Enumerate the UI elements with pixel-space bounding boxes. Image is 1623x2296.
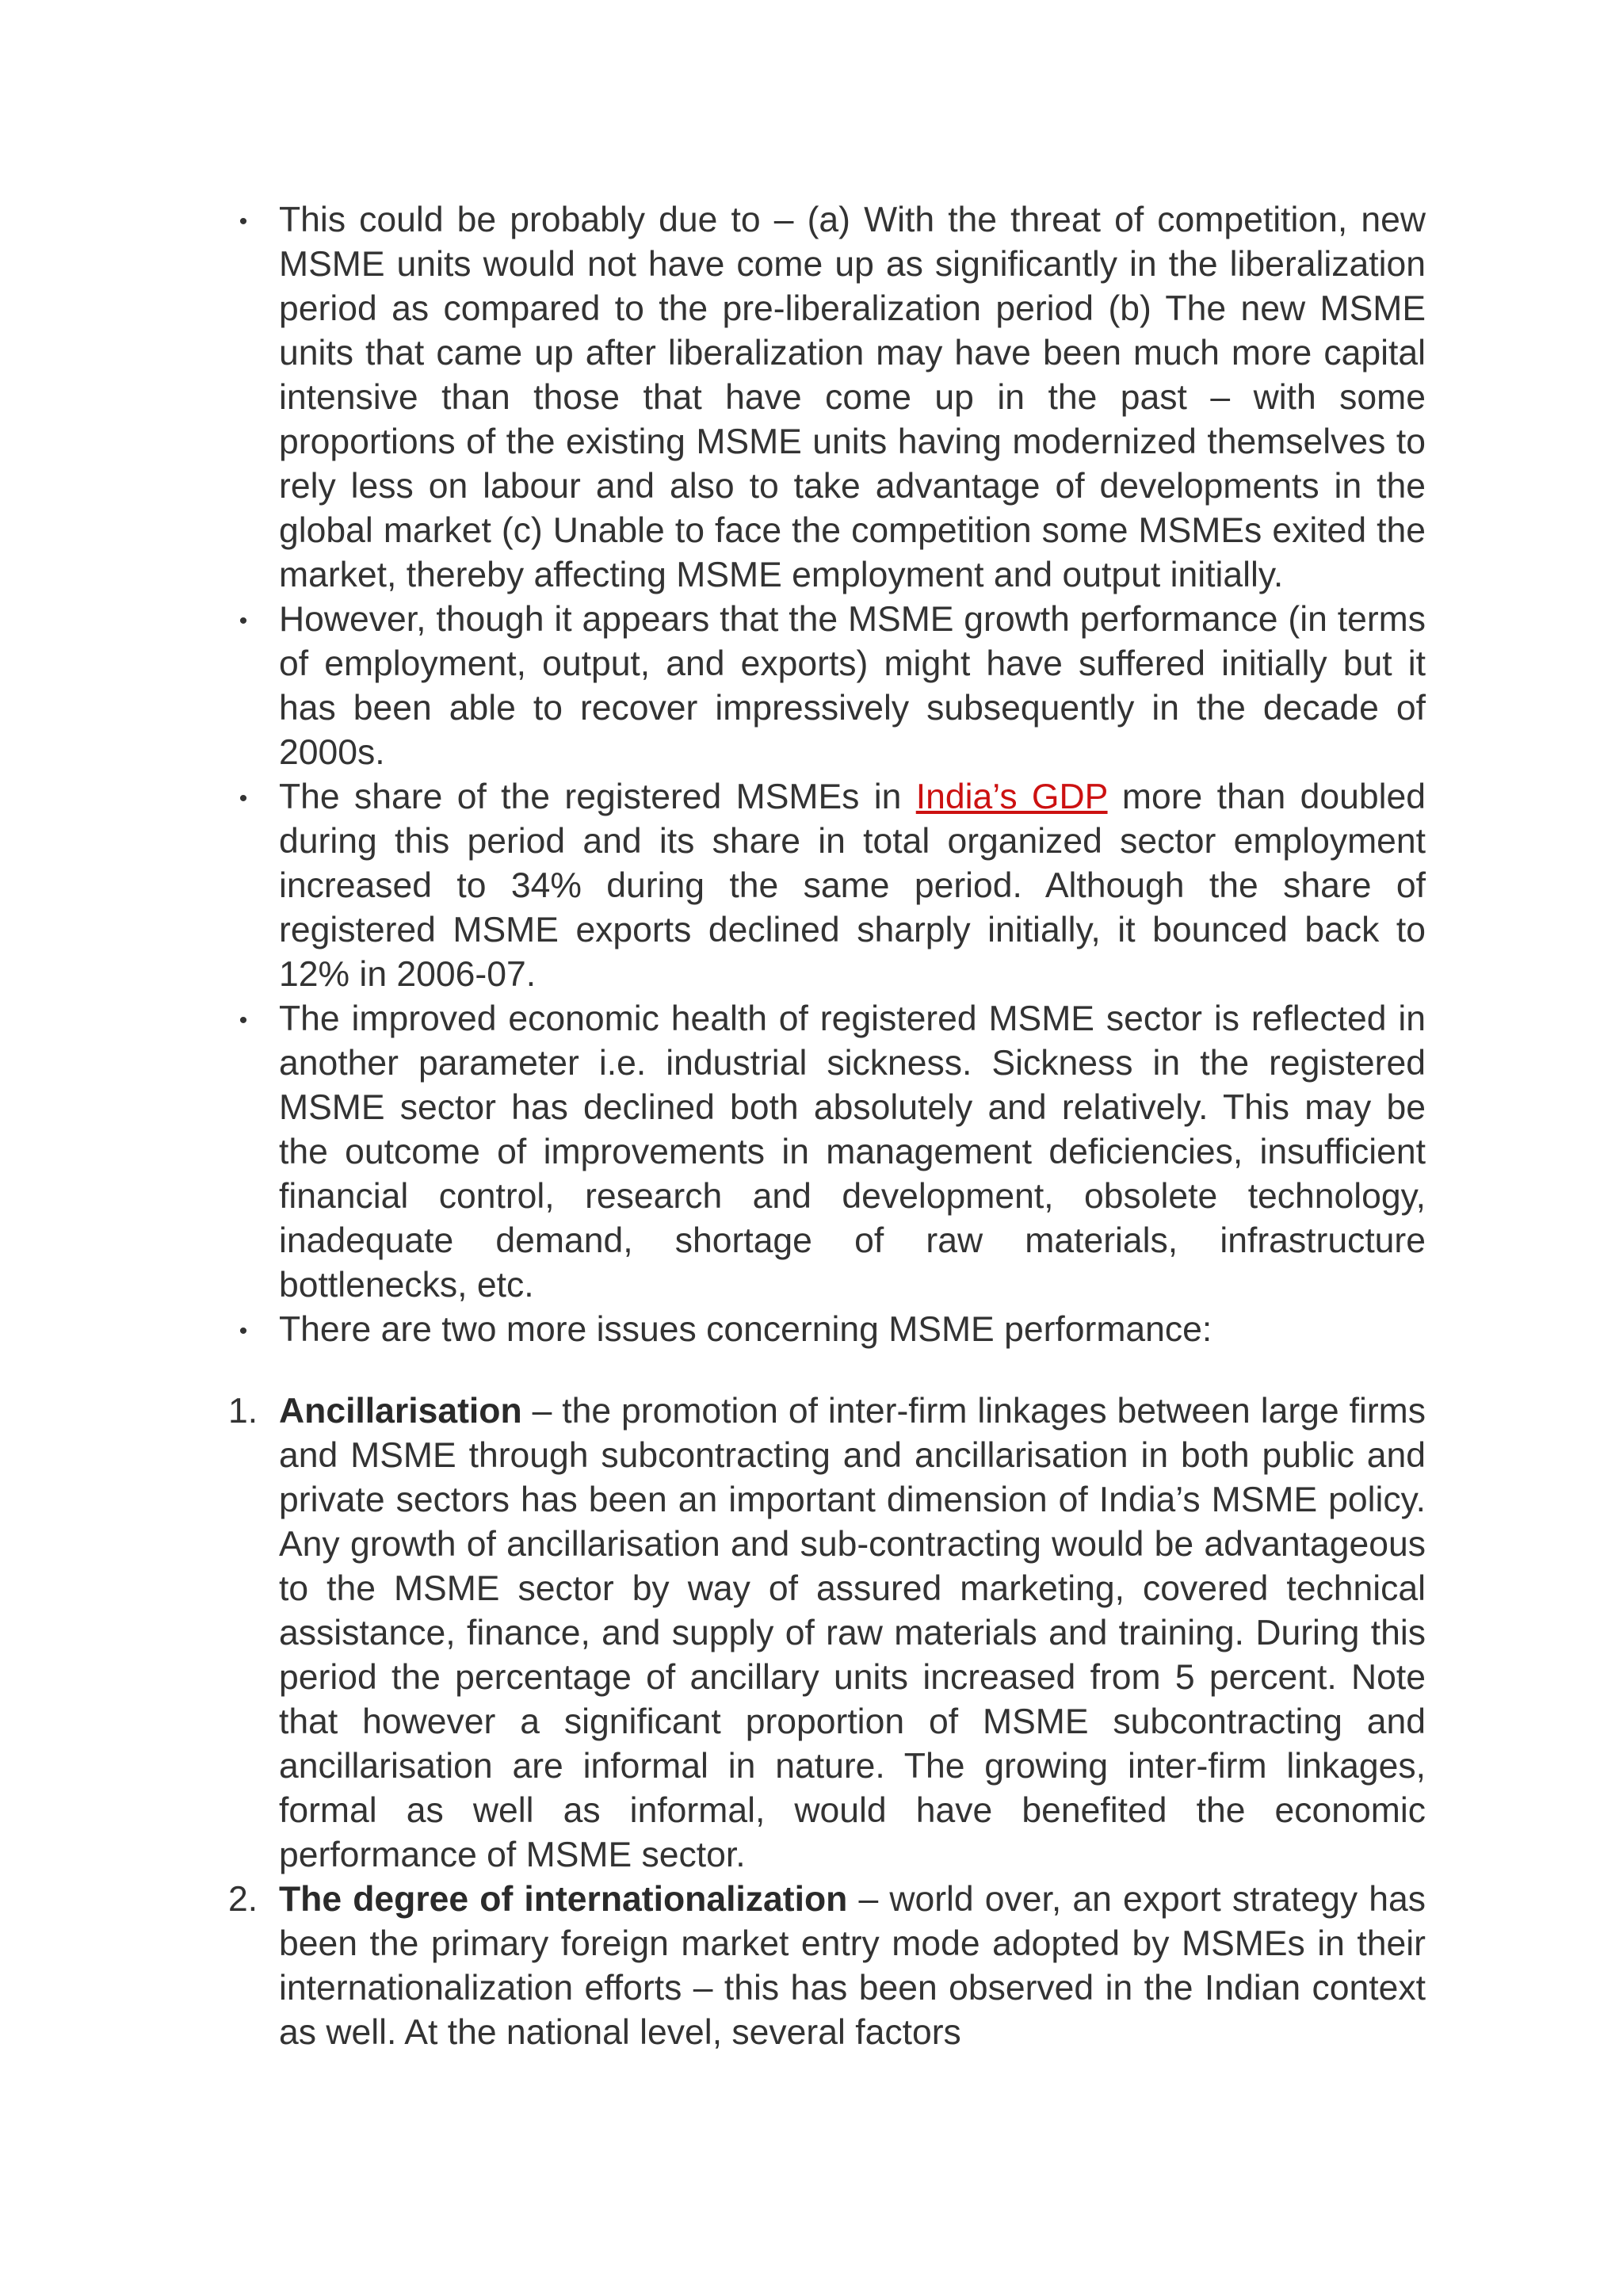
list-number: 1.: [228, 1392, 258, 1431]
bullet-marker: •: [239, 1007, 248, 1033]
bullet-text-after-link: more than doubled during this period and its share in total organized sector employment increased to 34% during the same period. Although the share of registered MSME exports declined sharply initially, it bounced back to 12% in 2006-07.: [279, 777, 1426, 994]
bullet-marker: •: [239, 608, 248, 634]
indias-gdp-link[interactable]: India’s GDP: [915, 777, 1108, 816]
bullet-text: The improved economic health of registered MSME sector is reflected in another parameter i.e. industrial sickness. Sickness in the registered MSME sector has declined both absolutely and relatively. This may be the outcome of improvements in management deficiencies, insufficient financial control, research and development, obsolete technology, inadequate demand, shortage of raw materials, infrastructure bottlenecks, etc.: [279, 999, 1426, 1305]
bullet-marker: •: [239, 1318, 248, 1344]
document-body: [228, 198, 1426, 2055]
numbered-text: – world over, an export strategy has been the primary foreign market entry mode adopted by MSMEs in their internationalization efforts – this has been observed in the Indian context as well. At the national level, several factors: [279, 1880, 1426, 2052]
term-heading: Ancillarisation: [279, 1392, 522, 1431]
bullet-marker: •: [239, 785, 248, 812]
bullet-item-causes: [239, 198, 1426, 598]
bullet-item-gdp-share: [239, 775, 1426, 997]
bullet-marker: •: [239, 208, 248, 235]
term-heading: The degree of internationalization: [279, 1880, 848, 1919]
numbered-text: – the promotion of inter-firm linkages between large firms and MSME through subcontracting and ancillarisation in both public and private sectors has been an important dimension of India’s MSME policy. Any growth of ancillarisation and sub-contracting would be advantageous to the MSME sector by way of assured marketing, covered technical assistance, finance, and supply of raw materials and training. During this period the percentage of ancillary units increased from 5 percent. Note that however a significant proportion of MSME subcontracting and ancillarisation are informal in nature. The growing inter-firm linkages, formal as well as informal, would have benefited the economic performance of MSME sector.: [279, 1392, 1426, 1874]
list-number: 2.: [228, 1880, 258, 1919]
bullet-text-before-link: The share of the registered MSMEs in: [279, 777, 916, 816]
numbered-item-internationalization: [228, 1878, 1426, 2055]
bullet-text: However, though it appears that the MSME growth performance (in terms of employment, output, and exports) might have suffered initially but it has been able to recover impressively subsequently in the decade of 2000s.: [279, 600, 1426, 772]
bullet-list: [239, 198, 1426, 1352]
numbered-item-ancillarisation: [228, 1389, 1426, 1878]
numbered-list: [228, 1389, 1426, 2055]
bullet-item-sickness: [239, 997, 1426, 1308]
bullet-text: This could be probably due to – (a) With the threat of competition, new MSME units would not have come up as significantly in the liberalization period as compared to the pre-liberalization period (b) The new MSME units that came up after liberalization may have been much more capital intensive than those that have come up in the past – with some proportions of the existing MSME units having modernized themselves to rely less on labour and also to take advantage of developments in the global market (c) Unable to face the competition some MSMEs exited the market, thereby affecting MSME employment and output initially.: [279, 201, 1426, 594]
bullet-text: There are two more issues concerning MSME performance:: [279, 1310, 1212, 1349]
bullet-item-recovery: [239, 598, 1426, 775]
bullet-item-two-issues: [239, 1308, 1426, 1352]
